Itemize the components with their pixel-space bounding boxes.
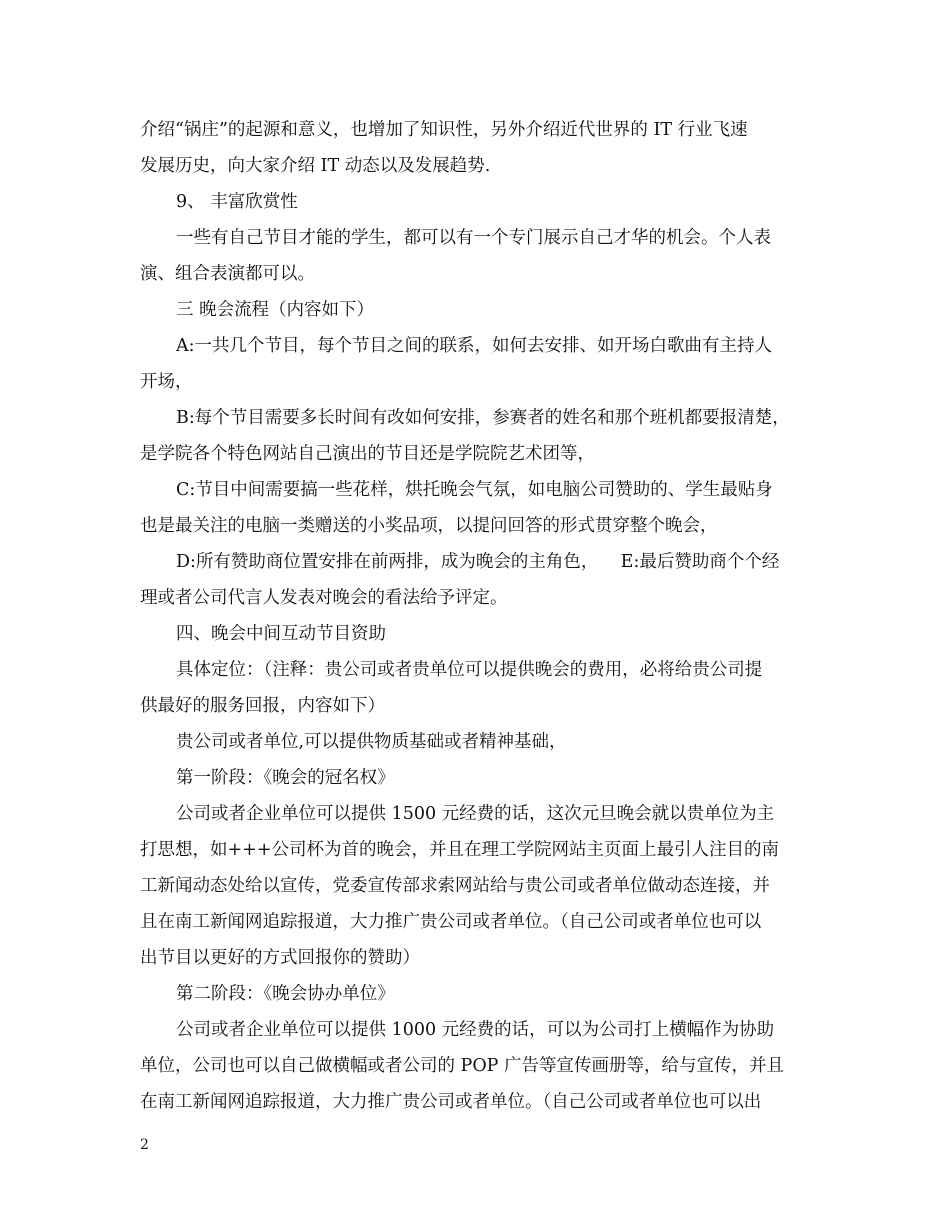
text-line: 理或者公司代言人发表对晚会的看法给予评定。 [140,588,508,608]
text-line: 贵公司或者单位,可以提供物质基础或者精神基础， [176,732,567,752]
text-line: 工新闻动态处给以宣传，党委宣传部求索网站给与贵公司或者单位做动态连接，并 [140,876,770,896]
text-line: 公司或者企业单位可以提供 1000 元经费的话，可以为公司打上横幅作为协助 [176,1020,775,1040]
text-line: B:每个节目需要多长时间有改如何安排，参赛者的姓名和那个班机都要报清楚， [176,408,790,428]
text-line: 打思想，如+++公司杯为首的晚会，并且在理工学院网站主页面上最引人注目的南 [140,840,779,860]
text-line: 演、组合表演都可以。 [140,264,315,284]
text-line: 具体定位：（注释：贵公司或者贵单位可以提供晚会的费用，必将给贵公司提 [176,660,763,680]
text-line: 发展历史，向大家介绍 IT 动态以及发展趋势. [140,156,491,176]
list-item-heading: 9、 丰富欣赏性 [176,192,298,212]
text-line: 是学院各个特色网站自己演出的节目还是学院院艺术团等， [140,444,595,464]
stage-heading: 第一阶段：《晚会的冠名权》 [176,768,395,788]
text-line: 也是最关注的电脑一类赠送的小奖品项，以提问回答的形式贯穿整个晚会， [140,516,718,536]
text-line: 单位，公司也可以自己做横幅或者公司的 POP 广告等宣传画册等，给与宣传，并且 [140,1056,785,1076]
section-heading: 三 晚会流程（内容如下） [176,300,375,320]
stage-heading: 第二阶段：《晚会协办单位》 [176,984,395,1004]
text-line: A:一共几个节目，每个节目之间的联系，如何去安排、如开场白歌曲有主持人 [176,336,773,356]
text-line: 供最好的服务回报，内容如下） [140,696,385,716]
text-line: 开场， [140,372,193,392]
text-line: 公司或者企业单位可以提供 1500 元经费的话，这次元旦晚会就以贵单位为主 [176,804,775,824]
text-line: C:节目中间需要搞一些花样，烘托晚会气氛，如电脑公司赞助的、学生最贴身 [176,480,773,500]
page-number: 2 [140,1137,149,1153]
text-line: 且在南工新闻网追踪报道，大力推广贵公司或者单位。（自己公司或者单位也可以 [140,912,762,932]
text-line: D:所有赞助商位置安排在前两排，成为晚会的主角色， E:最后赞助商个个经 [176,552,780,572]
text-line: 一些有自己节目才能的学生，都可以有一个专门展示自己才华的机会。个人表 [176,228,771,248]
text-line: 在南工新闻网追踪报道，大力推广贵公司或者单位。（自己公司或者单位也可以出 [140,1092,762,1112]
section-heading: 四、晚会中间互动节目资助 [176,624,386,644]
text-line: 介绍“锅庄”的起源和意义，也增加了知识性，另外介绍近代世界的 IT 行业飞速 [140,120,748,140]
text-line: 出节目以更好的方式回报你的赞助） [140,948,420,968]
